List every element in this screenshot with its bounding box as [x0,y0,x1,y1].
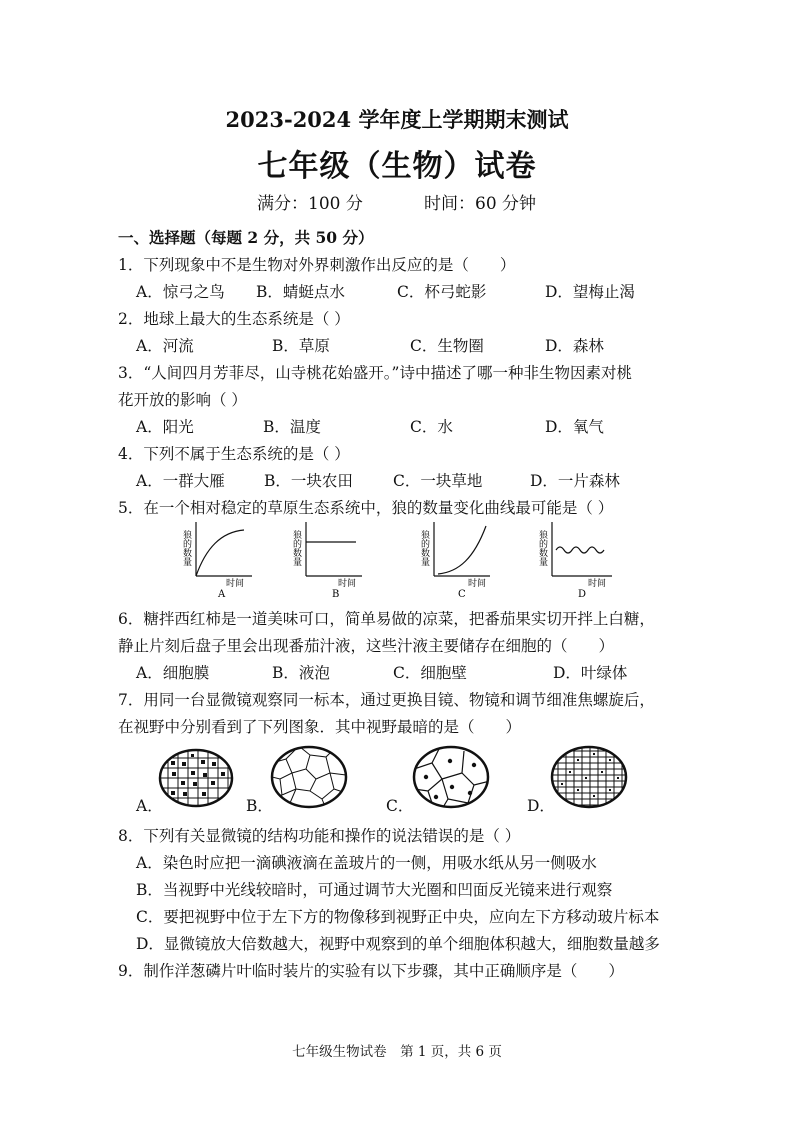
graph-d-ylabel: 狼的数量 [537,530,547,566]
q7-label-c: C． [386,797,414,815]
graph-b-letter: B [332,589,340,598]
question-2-stem: 2．地球上最大的生态系统是（ ） [118,310,350,328]
q8-option-a: A．染色时应把一滴碘液滴在盖玻片的一侧，用吸水纸从另一侧吸水 [136,854,597,872]
q7-view-a [158,748,234,808]
graph-c-ylabel: 狼的数量 [419,530,429,566]
question-1-stem: 1．下列现象中不是生物对外界刺激作出反应的是（ ） [118,256,516,274]
graph-d-curve [556,547,604,553]
section-heading-choice: 一、选择题（每题 2 分，共 50 分） [118,228,374,247]
graph-a-letter: A [218,589,226,598]
exam-time: 时间：60 分钟 [424,194,537,214]
q5-graph-d [532,518,616,598]
page-footer: 七年级生物试卷 第 1 页，共 6 页 [292,1044,502,1060]
question-4-stem: 4．下列不属于生态系统的是（ ） [118,445,350,463]
q6-option-c: C．细胞壁 [393,664,467,682]
question-6-stem-line1: 6．糖拌西红柿是一道美味可口，简单易做的凉菜，把番茄果实切开拌上白糖， [118,610,655,628]
graph-c-letter: C [458,589,466,598]
question-5-stem: 5．在一个相对稳定的草原生态系统中，狼的数量变化曲线最可能是（ ） [118,499,614,517]
q4-option-d: D．一片森林 [530,472,620,490]
question-9-stem: 9．制作洋葱磷片叶临时装片的实验有以下步骤，其中正确顺序是（ ） [118,962,624,980]
q3-option-c: C．水 [410,418,453,436]
q7-view-c [412,745,490,809]
q6-option-a: A．细胞膜 [136,664,210,682]
question-6-stem-line2: 静止片刻后盘子里会出现番茄汁液，这些汁液主要储存在细胞的（ ） [118,637,615,655]
q8-option-c: C．要把视野中位于左下方的物像移到视野正中央，应向左下方移动玻片标本 [136,908,660,926]
q4-option-b: B．一块农田 [264,472,353,490]
q3-option-d: D．氧气 [545,418,604,436]
graph-c-xlabel: 时间 [468,579,487,589]
q1-option-b: B．蜻蜓点水 [256,283,345,301]
q5-graph-a [176,518,256,598]
q2-option-b: B．草原 [272,337,330,355]
full-score: 满分：100 分 [257,194,363,214]
q3-option-b: B．温度 [263,418,321,436]
q6-option-d: D．叶绿体 [553,664,628,682]
q2-option-a: A．河流 [136,337,194,355]
q1-option-a: A．惊弓之鸟 [136,283,225,301]
q2-option-d: D．森林 [545,337,604,355]
exam-year-title: 2023-2024 学年度上学期期末测试 [225,107,569,132]
graph-a-ylabel: 狼的数量 [181,530,191,566]
graph-d-xlabel: 时间 [588,579,607,589]
q4-option-c: C．一块草地 [393,472,483,490]
q4-option-a: A．一群大雁 [136,472,225,490]
q5-graph-c [414,518,494,598]
q7-view-b [270,745,348,809]
q8-option-b: B．当视野中光线较暗时，可通过调节大光圈和凹面反光镜来进行观察 [136,881,613,899]
question-8-stem: 8．下列有关显微镜的结构功能和操作的说法错误的是（ ） [118,827,521,845]
exam-subject-title: 七年级（生物）试卷 [257,149,537,184]
graph-b-xlabel: 时间 [338,579,357,589]
q7-view-d [550,745,628,809]
q5-graph-b [286,518,366,598]
question-3-stem-line1: 3．“人间四月芳菲尽，山寺桃花始盛开。”诗中描述了哪一种非生物因素对桃 [118,364,632,382]
q8-option-d: D．显微镜放大倍数越大，视野中观察到的单个细胞体积越大，细胞数量越多 [136,935,660,953]
q1-option-c: C．杯弓蛇影 [397,283,487,301]
q7-label-a: A． [136,797,163,815]
graph-c-curve [438,526,486,574]
graph-b-ylabel: 狼的数量 [291,530,301,566]
q6-option-b: B．液泡 [272,664,330,682]
q7-label-d: D． [527,797,555,815]
q7-label-b: B． [246,797,273,815]
graph-a-xlabel: 时间 [226,579,245,589]
graph-d-letter: D [578,589,587,598]
question-3-stem-line2: 花开放的影响（ ） [118,391,247,409]
question-7-stem-line1: 7．用同一台显微镜观察同一标本，通过更换目镜、物镜和调节细准焦螺旋后， [118,691,655,709]
graph-a-curve [196,530,244,576]
q2-option-c: C．生物圈 [410,337,484,355]
question-7-stem-line2: 在视野中分别看到了下列图象．其中视野最暗的是（ ） [118,718,522,736]
q3-option-a: A．阳光 [136,418,194,436]
q1-option-d: D．望梅止渴 [545,283,635,301]
